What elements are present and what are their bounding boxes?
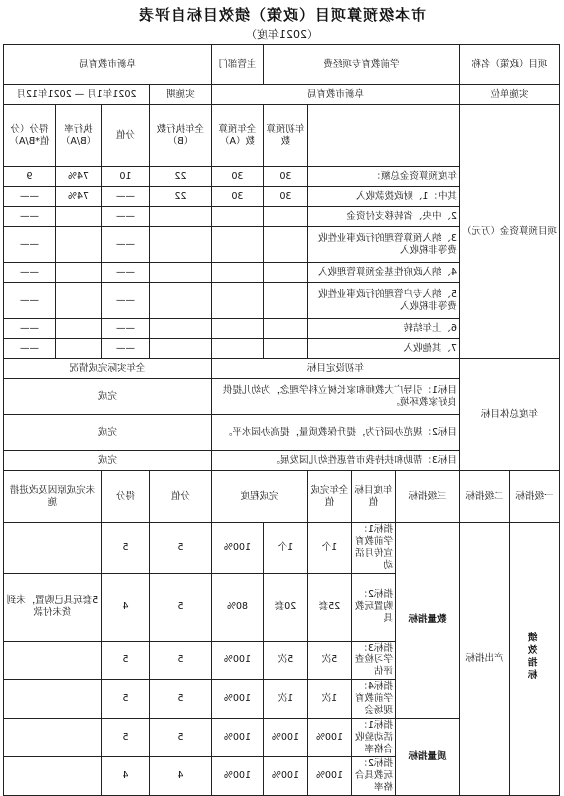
quantity-label: 数量指标 [395, 523, 459, 719]
indicator-score: 4 [101, 573, 149, 641]
budget-weight: —— [101, 227, 149, 263]
budget-executed [149, 263, 211, 283]
budget-col-rate: 执行率（B/A） [55, 105, 101, 167]
budget-full-year: 30 [211, 187, 263, 207]
indicator-reason [3, 641, 101, 680]
indicator-name: 指标1：活动验收合格率 [351, 718, 395, 757]
indicator-target: 100% [307, 718, 351, 757]
budget-header-row [3, 105, 559, 167]
indicator-degree: 100% [211, 757, 263, 796]
quality-label: 质量指标 [395, 718, 459, 795]
budget-row-name: 3、纳入预算管理的行政事业性收费等非税收入 [307, 227, 459, 263]
indicator-name: 指标2：购置玩教具 [351, 573, 395, 641]
indicator-actual: 5次 [263, 641, 307, 680]
indicator-score: 5 [101, 680, 149, 719]
indicator-target: 25套 [307, 573, 351, 641]
indicator-weight: 5 [149, 641, 211, 680]
implementer-label: 实施单位 [459, 85, 559, 105]
budget-score: —— [3, 207, 55, 227]
budget-row-name: 2、中央、省转移支付资金 [307, 207, 459, 227]
budget-weight: —— [101, 319, 149, 339]
budget-full-year [211, 339, 263, 359]
budget-row-name: 其中：1、财政拨款收入 [307, 187, 459, 207]
budget-weight: —— [101, 283, 149, 319]
indicator-reason [3, 680, 101, 719]
indicator-name: 指标4：学前教育现场会 [351, 680, 395, 719]
indicator-reason [3, 718, 101, 757]
indicator-reason [3, 523, 101, 574]
output-label: 产出指标 [459, 523, 509, 796]
budget-initial [263, 227, 307, 263]
indicator-actual: 100% [263, 757, 307, 796]
budget-full-year [211, 207, 263, 227]
indicator-degree: 80% [211, 573, 263, 641]
indicator-actual: 1次 [263, 680, 307, 719]
budget-score: —— [3, 263, 55, 283]
indicator-weight: 5 [149, 680, 211, 719]
ind-col-actual: 全年完成值 [307, 471, 351, 523]
budget-executed: 22 [149, 187, 211, 207]
budget-initial [263, 263, 307, 283]
budget-initial [263, 283, 307, 319]
supervisor-label: 主管部门 [211, 45, 263, 85]
indicator-actual: 100% [263, 718, 307, 757]
budget-section-label: 项目预算资金（万元） [459, 105, 559, 359]
budget-initial [263, 319, 307, 339]
indicator-name: 指标2：玩教具合格率 [351, 757, 395, 796]
budget-rate [55, 339, 101, 359]
budget-rate [55, 207, 101, 227]
budget-executed: 22 [149, 167, 211, 187]
budget-weight: —— [101, 339, 149, 359]
budget-rate: 74% [55, 167, 101, 187]
budget-score: —— [3, 283, 55, 319]
indicator-reason [3, 757, 101, 796]
budget-initial: 30 [263, 187, 307, 207]
budget-row-name: 年度预算资金总额： [307, 167, 459, 187]
budget-col-initial: 年初预算数 [263, 105, 307, 167]
budget-initial: 30 [263, 167, 307, 187]
budget-rate [55, 227, 101, 263]
budget-executed [149, 283, 211, 319]
budget-row-name: 7、其他收入 [307, 339, 459, 359]
goal-plan: 目标1：引导广大教师和家长树立科学理念，为幼儿提供良好家教环境。 [211, 379, 459, 415]
indicator-weight: 4 [149, 757, 211, 796]
indicator-weight: 5 [149, 523, 211, 574]
budget-score: —— [3, 187, 55, 207]
goals-col-plan: 年初设定目标 [211, 359, 459, 379]
indicator-degree: 100% [211, 523, 263, 574]
implementer-row [3, 85, 559, 105]
budget-executed [149, 339, 211, 359]
ind-col-level2: 二级指标 [459, 471, 509, 523]
level1-label [510, 523, 560, 796]
budget-rate [55, 319, 101, 339]
budget-full-year: 30 [211, 167, 263, 187]
budget-full-year [211, 283, 263, 319]
budget-rate: 74% [55, 187, 101, 207]
project-name-row [3, 45, 559, 85]
budget-col-score: 得分（分值*B/A） [3, 105, 55, 167]
budget-rate [55, 283, 101, 319]
goals-header-row [3, 359, 559, 379]
goal-plan: 目标2：规范办园行为，提升保教质量，提高办园水平。 [211, 415, 459, 451]
indicator-degree: 100% [211, 680, 263, 719]
supervisor-value: 阜新市教育局 [3, 45, 211, 85]
level1-text: 绩效指标 [528, 632, 540, 683]
period-value: 2021年1月 — 2021年12月 [3, 85, 149, 105]
indicator-header-row [3, 471, 559, 523]
indicator-score: 5 [101, 523, 149, 574]
indicator-target: 1次 [307, 680, 351, 719]
budget-executed [149, 207, 211, 227]
indicator-target: 1个 [307, 523, 351, 574]
goals-section-label: 年度总体目标 [459, 359, 559, 471]
goal-actual: 完成 [3, 415, 211, 451]
ind-col-level1: 一级指标 [510, 471, 560, 523]
budget-weight: —— [101, 207, 149, 227]
ind-col-weight: 分值 [149, 471, 211, 523]
ind-col-target: 年度目标值 [351, 471, 395, 523]
ind-col-score: 得分 [101, 471, 149, 523]
budget-col-full-year: 全年预算数（A） [211, 105, 263, 167]
indicator-actual: 1个 [263, 523, 307, 574]
budget-score: —— [3, 319, 55, 339]
indicator-weight: 5 [149, 718, 211, 757]
indicator-score: 5 [101, 641, 149, 680]
period-label: 实施期 [149, 85, 211, 105]
budget-weight: —— [101, 263, 149, 283]
budget-col-weight: 分值 [101, 105, 149, 167]
ind-col-degree: 完成程度 [211, 471, 307, 523]
budget-executed [149, 319, 211, 339]
budget-col-executed: 全年执行数（B） [149, 105, 211, 167]
indicator-degree: 100% [211, 641, 263, 680]
indicator-score: 4 [101, 757, 149, 796]
goal-actual: 完成 [3, 379, 211, 415]
project-name-label: 项目（政策）名称 [459, 45, 559, 85]
budget-row-name: 6、上年结转 [307, 319, 459, 339]
budget-weight: 10 [101, 167, 149, 187]
indicator-degree: 100% [211, 718, 263, 757]
budget-score: —— [3, 339, 55, 359]
budget-executed [149, 227, 211, 263]
project-name-value: 学前教育专项经费 [263, 45, 459, 85]
ind-col-level3: 三级指标 [395, 471, 459, 523]
goal-actual: 完成 [3, 451, 211, 471]
budget-initial [263, 207, 307, 227]
indicator-target: 5次 [307, 641, 351, 680]
indicator-weight: 5 [149, 573, 211, 641]
budget-full-year [211, 319, 263, 339]
budget-score: 9 [3, 167, 55, 187]
indicator-score: 5 [101, 718, 149, 757]
budget-score: —— [3, 227, 55, 263]
indicator-target: 100% [307, 757, 351, 796]
budget-full-year [211, 263, 263, 283]
indicator-reason: 5套玩具已购置，未到货未付款 [3, 573, 101, 641]
goal-plan: 目标3：帮助和扶持我市普惠性幼儿园发展。 [211, 451, 459, 471]
budget-row-name: 5、纳入专户管理的行政事业性收费等非税收入 [307, 283, 459, 319]
budget-initial [263, 339, 307, 359]
budget-full-year [211, 227, 263, 263]
budget-blank-header [307, 105, 459, 167]
implementer-value: 阜新市教育局 [211, 85, 459, 105]
page-title: 市本级预算项目（政策）绩效目标自评表 [138, 6, 427, 24]
indicator-name: 指标1：学前教育宣传月活动 [351, 523, 395, 574]
indicator-name: 指标3：学习检查评估 [351, 641, 395, 680]
budget-rate [55, 263, 101, 283]
goals-col-actual: 全年实际完成情况 [3, 359, 211, 379]
indicator-row [3, 523, 559, 574]
budget-weight: —— [101, 187, 149, 207]
evaluation-table [3, 44, 560, 796]
budget-row-name: 4、纳入政府性基金预算管理收入 [307, 263, 459, 283]
page-subtitle: （2021年度） [246, 28, 318, 41]
indicator-actual: 20套 [263, 573, 307, 641]
ind-col-reason: 未完成原因及改进措施 [3, 471, 101, 523]
